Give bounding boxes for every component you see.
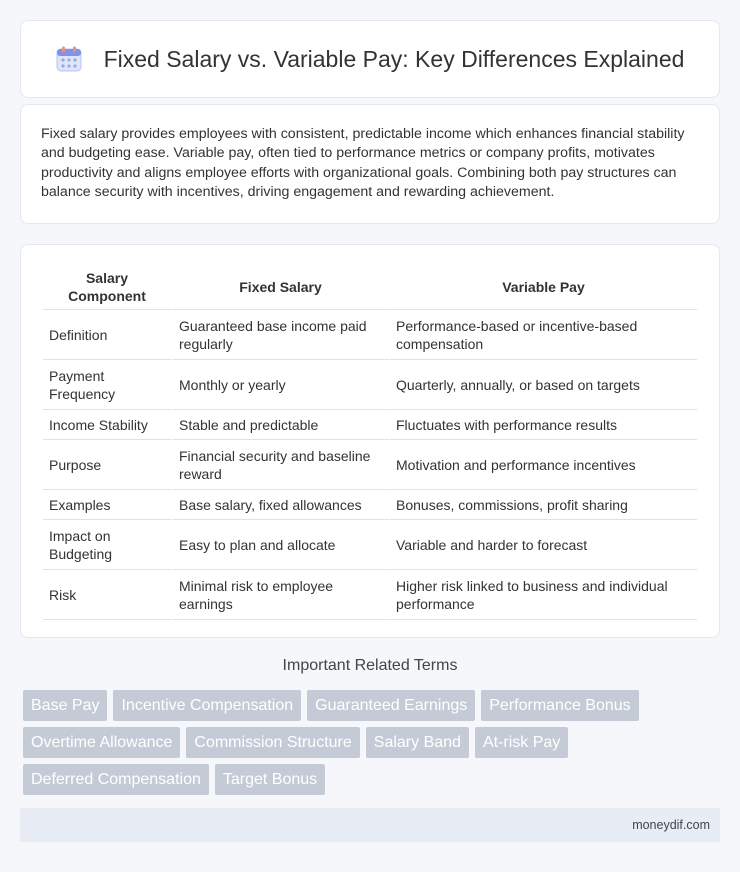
footer-site-link[interactable]: moneydif.com [632, 818, 710, 832]
tag-row [23, 690, 723, 721]
row-label: Payment Frequency [43, 360, 173, 410]
tag-at-risk-pay[interactable]: At-risk Pay [475, 727, 568, 758]
row-label: Examples [43, 490, 173, 520]
tag-guaranteed-earnings[interactable]: Guaranteed Earnings [307, 690, 475, 721]
tag-salary-band[interactable]: Salary Band [366, 727, 469, 758]
fixed-salary-cell: Monthly or yearly [173, 360, 390, 410]
intro-paragraph: Fixed salary provides employees with consistent, predictable income which enhances financial stability and budgeting ease. Variable pay, often tied to performance metrics or company profits, motivates productivity and aligns employee efforts with organizational goals. Combining both pay structures can balance security with incentives, driving engagement and rewarding achievement. [41, 126, 685, 201]
variable-pay-cell: Fluctuates with performance results [390, 410, 697, 440]
fixed-salary-cell: Guaranteed base income paid regularly [173, 310, 390, 360]
page-title: Fixed Salary vs. Variable Pay: Key Differences Explained [103, 45, 685, 72]
column-header-fixed-salary: Fixed Salary [173, 265, 390, 310]
row-label: Purpose [43, 440, 173, 490]
tag-target-bonus[interactable]: Target Bonus [215, 764, 325, 795]
tag-overtime-allowance[interactable]: Overtime Allowance [23, 727, 180, 758]
fixed-salary-cell: Easy to plan and allocate [173, 520, 390, 570]
tag-incentive-compensation[interactable]: Incentive Compensation [113, 690, 301, 721]
variable-pay-cell: Motivation and performance incentives [390, 440, 697, 490]
comparison-table-card [20, 244, 720, 638]
tag-performance-bonus[interactable]: Performance Bonus [481, 690, 638, 721]
fixed-salary-cell: Stable and predictable [173, 410, 390, 440]
table-row [43, 360, 697, 410]
tag-row [23, 727, 723, 758]
fixed-salary-cell: Financial security and baseline reward [173, 440, 390, 490]
variable-pay-cell: Bonuses, commissions, profit sharing [390, 490, 697, 520]
tag-row [23, 764, 723, 795]
fixed-salary-cell: Minimal risk to employee earnings [173, 570, 390, 620]
related-terms-heading: Important Related Terms [282, 657, 458, 674]
table-row [43, 440, 697, 490]
intro-card [20, 104, 720, 224]
calendar-icon [56, 46, 82, 72]
comparison-table [43, 265, 697, 620]
table-row [43, 310, 697, 360]
variable-pay-cell: Performance-based or incentive-based compensation [390, 310, 697, 360]
variable-pay-cell: Quarterly, annually, or based on targets [390, 360, 697, 410]
tag-base-pay[interactable]: Base Pay [23, 690, 107, 721]
fixed-salary-cell: Base salary, fixed allowances [173, 490, 390, 520]
variable-pay-cell: Variable and harder to forecast [390, 520, 697, 570]
row-label: Risk [43, 570, 173, 620]
tag-deferred-compensation[interactable]: Deferred Compensation [23, 764, 209, 795]
row-label: Definition [43, 310, 173, 360]
table-header-row [43, 265, 697, 310]
tag-commission-structure[interactable]: Commission Structure [186, 727, 359, 758]
table-row [43, 490, 697, 520]
row-label: Impact on Budgeting [43, 520, 173, 570]
footer [20, 808, 720, 842]
related-terms-tags [23, 690, 723, 801]
column-header-component: Salary Component [43, 265, 173, 310]
table-row [43, 520, 697, 570]
table-row [43, 570, 697, 620]
row-label: Income Stability [43, 410, 173, 440]
table-row [43, 410, 697, 440]
column-header-variable-pay: Variable Pay [390, 265, 697, 310]
header-card [20, 20, 720, 98]
variable-pay-cell: Higher risk linked to business and individual performance [390, 570, 697, 620]
